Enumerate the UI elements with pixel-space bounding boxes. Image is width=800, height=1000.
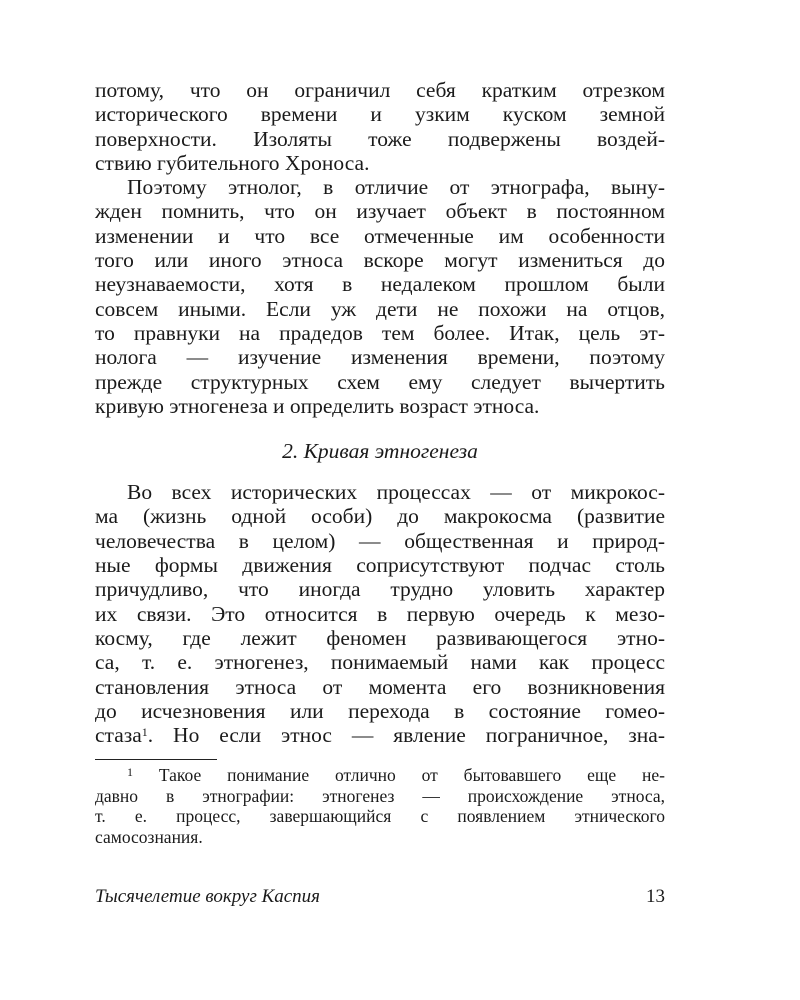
text-line: нолога — изучение изменения времени, поэтому <box>95 345 665 370</box>
text-line: жден помнить, что он изучает объект в постоянном <box>95 199 665 224</box>
footnote-number: 1 <box>127 765 133 780</box>
footnote <box>95 765 665 847</box>
text-line: потому, что он ограничил себя кратким отрезком <box>95 78 665 102</box>
text-line: ствию губительного Хроноса. <box>95 150 370 175</box>
text-fragment: стаза <box>95 723 142 748</box>
footnote-line: т. е. процесс, завершающийся с появлением этнического <box>95 806 665 827</box>
text-line: исторического времени и узким куском земной <box>95 102 665 127</box>
running-title: Тысячелетие вокруг Каспия <box>95 886 320 907</box>
text-line: человечества в целом) — общественная и природ- <box>95 528 665 553</box>
text-line: того или иного этноса вскоре могут измениться до <box>95 248 665 273</box>
footnote-divider <box>95 759 217 760</box>
footnote-line <box>95 765 665 786</box>
text-line: Во всех исторических процессах — от микрокос- <box>127 480 665 505</box>
footnote-line: самосознания. <box>95 826 203 847</box>
text-line: косму, где лежит феномен развивающегося этно- <box>95 625 665 650</box>
text-line-with-footnote <box>95 723 665 747</box>
text-line: поверхности. Изоляты тоже подвержены воздей- <box>95 126 665 151</box>
footnote-marker: 1 <box>141 725 148 740</box>
text-line: до исчезновения или перехода в состояние гомео- <box>95 698 665 723</box>
footnote-line: давно в этнографии: этногенез — происхождение этноса, <box>95 785 665 806</box>
text-line: становления этноса от момента его возникновения <box>95 674 665 699</box>
text-line: ные формы движения соприсутствуют подчас столь <box>95 553 665 578</box>
paragraph-3 <box>95 480 665 747</box>
section-heading: 2. Кривая этногенеза <box>282 439 478 464</box>
text-fragment: Такое понимание отлично от бытовавшего еще не- <box>133 765 665 786</box>
text-line: неузнаваемости, хотя в недалеком прошлом были <box>95 272 665 297</box>
text-line: са, т. е. этногенез, понимаемый нами как процесс <box>95 650 665 675</box>
text-line: то правнуки на прадедов тем более. Итак, цель эт- <box>95 320 665 345</box>
text-line: кривую этногенеза и определить возраст этноса. <box>95 393 540 418</box>
paragraph-1 <box>95 78 665 175</box>
page-body <box>95 78 665 847</box>
text-line: изменении и что все отмеченные им особенности <box>95 223 665 248</box>
page-footer <box>95 886 665 910</box>
text-line: их связи. Это относится в первую очередь к мезо- <box>95 601 665 626</box>
page-number: 13 <box>646 886 665 907</box>
text-line: совсем иными. Если уж дети не похожи на отцов, <box>95 296 665 321</box>
text-line: прежде структурных схем ему следует вычертить <box>95 369 665 394</box>
paragraph-2 <box>95 175 665 418</box>
text-line: ма (жизнь одной особи) до макрокосма (развитие <box>95 504 665 529</box>
text-fragment: . Но если этнос — явление пограничное, зна- <box>147 723 665 748</box>
text-line: Поэтому этнолог, в отличие от этнографа, выну- <box>127 175 665 200</box>
text-line: причудливо, что иногда трудно уловить характер <box>95 577 665 602</box>
